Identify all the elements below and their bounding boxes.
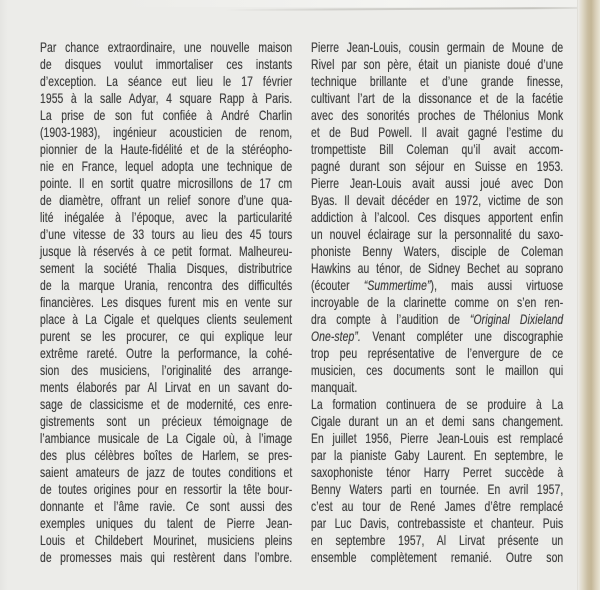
text-line [311, 90, 563, 107]
text-line [311, 124, 563, 141]
body-text: exemples uniques du talent de Pierre Jean- [40, 515, 293, 531]
body-text: Hawkins au ténor, de Sidney Bechet au soprano [311, 260, 564, 276]
body-text: La formation continuera de se produire à La [311, 396, 564, 412]
text-line [40, 226, 292, 243]
text-line [40, 90, 292, 107]
body-text: d’exception. La séance eut lieu le 17 février [40, 73, 293, 89]
italic-title-text: “Original Dixieland [469, 311, 564, 327]
text-line [40, 481, 292, 498]
body-text: lité inégalée à l’époque, avec la particularité [40, 209, 293, 225]
text-line [40, 192, 292, 209]
text-line [40, 532, 292, 549]
text-line [40, 396, 292, 413]
body-text: jusque là réservés à ce petit format. Malheureu- [40, 243, 293, 259]
body-text: Benny Waters parti en tournée. En avril 1957, [311, 481, 564, 497]
body-text: en septembre 1957, Al Lirvat présente un [311, 532, 564, 548]
text-line [311, 192, 563, 209]
text-column-left [40, 39, 292, 566]
italic-title-text: “Summertime” [363, 277, 431, 293]
text-line [40, 141, 292, 158]
text-line [311, 209, 563, 226]
text-line [311, 73, 563, 90]
text-line [40, 447, 292, 464]
page-top-edge-shadow [225, 7, 587, 11]
body-text: pionnier de la Haute-fidélité et de la stéréopho- [40, 141, 293, 157]
text-line [311, 56, 563, 73]
text-line [40, 56, 292, 73]
text-line [311, 498, 563, 515]
body-text: par la pianiste Gaby Laurent. En septembre, le [311, 447, 564, 463]
body-text: (écouter [311, 277, 364, 293]
body-text: manquait. [311, 379, 358, 395]
body-text: de promesses mais qui restèrent dans l’ombre. [40, 549, 293, 565]
body-text: gistrements sont un précieux témoignage de [40, 413, 293, 429]
body-text: Pierre Jean-Louis, cousin germain de Moune de [311, 39, 564, 55]
text-line [40, 464, 292, 481]
body-text: La prise de son fut confiée à André Charlin [40, 107, 293, 123]
body-text: Pierre Jean-Louis avait aussi joué avec Don [311, 175, 564, 191]
text-line [311, 226, 563, 243]
body-text: donnante et l’âme ravie. Ce sont aussi des [40, 498, 293, 514]
text-line [311, 277, 563, 294]
body-text: de toutes origines pour en ressortir la tête bour- [40, 481, 293, 497]
text-line [40, 345, 292, 362]
body-text: place à La Cigale et quelques clients seulement [40, 311, 293, 327]
text-line [40, 277, 292, 294]
body-text: pagné durant son séjour en Suisse en 1953. [311, 158, 564, 174]
text-line [40, 124, 292, 141]
text-line [311, 328, 563, 345]
text-line [311, 243, 563, 260]
text-column-right [311, 39, 563, 566]
body-text: d’une vitesse de 33 tours au lieu des 45 tours [40, 226, 293, 242]
text-line [311, 481, 563, 498]
body-text: Rivel par son père, était un pianiste doué d’une [311, 56, 564, 72]
text-line [311, 294, 563, 311]
body-text: extrême rareté. Outre la performance, la cohé- [40, 345, 293, 361]
body-text: ), mais aussi virtuose [430, 277, 564, 293]
text-line [311, 260, 563, 277]
text-line [40, 39, 292, 56]
text-line [40, 209, 292, 226]
body-text: trompettiste Bill Coleman qu’il avait accom- [311, 141, 564, 157]
text-line [40, 311, 292, 328]
body-text: de disques voulut immortaliser ces instants [40, 56, 293, 72]
body-text: des plus célèbres boîtes de Harlem, se pres- [40, 447, 293, 463]
body-text: avec des sonorités proches de Thélonius Monk [311, 107, 564, 123]
body-text: et de Bud Powell. Il avait gagné l’estime du [311, 124, 564, 140]
text-line [311, 345, 563, 362]
text-line [311, 158, 563, 175]
text-line [40, 73, 292, 90]
text-line [40, 158, 292, 175]
body-text: phoniste Benny Waters, disciple de Coleman [311, 243, 564, 259]
body-text: Cigale durant un an et demi sans changement. [311, 413, 564, 429]
body-text: cultivant l’art de la dissonance et de la facétie [311, 90, 564, 106]
body-text: En juillet 1956, Pierre Jean-Louis est remplacé [311, 430, 564, 446]
body-text: l’ambiance musicale de La Cigale où, à l’image [40, 430, 293, 446]
text-line [311, 362, 563, 379]
body-text: musicien, ces documents sont le maillon qui [311, 362, 564, 378]
body-text: trop peu représentative de l’envergure de ce [311, 345, 564, 361]
body-text: saient amateurs de jazz de toutes conditions et [40, 464, 293, 480]
body-text: dra compte à l’audition de [311, 311, 470, 327]
body-text: nie en France, lequel adopta une technique de [40, 158, 293, 174]
page-left-margin-shade [0, 0, 8, 590]
body-text: un nouvel éclairage sur la personnalité du saxo- [311, 226, 564, 242]
body-text: Par chance extraordinaire, une nouvelle maison [40, 39, 293, 55]
text-line [311, 430, 563, 447]
body-text: ments élaborés par Al Lirvat en un savant do- [40, 379, 293, 395]
text-line [40, 243, 292, 260]
text-line [311, 532, 563, 549]
body-text: purent se les procurer, ce qui explique leur [40, 328, 293, 344]
body-text: Byas. Il devait décéder en 1972, victime de son [311, 192, 564, 208]
body-text: Louis et Childebert Mourinet, musiciens pleins [40, 532, 293, 548]
text-line [40, 328, 292, 345]
text-line [40, 549, 292, 566]
body-text: addiction à l’alcool. Ces disques apportent enfin [311, 209, 564, 225]
body-text: de diamètre, offrant un relief sonore d’une qua- [40, 192, 293, 208]
text-line [311, 39, 563, 56]
body-text: c’est au tour de René James d’être remplacé [311, 498, 564, 514]
text-line [311, 107, 563, 124]
body-text: pointe. Il en sortit quatre microsillons de 17 cm [40, 175, 293, 191]
text-line [311, 515, 563, 532]
text-line [311, 396, 563, 413]
body-text: sion des musiciens, l’originalité des arrange- [40, 362, 293, 378]
text-line [40, 294, 292, 311]
body-text: sage de classicisme et de modernité, ces enre- [40, 396, 293, 412]
text-line [40, 379, 292, 396]
body-text: Venant compléter une discographie [360, 328, 564, 344]
text-line [40, 498, 292, 515]
text-line [311, 141, 563, 158]
text-line [311, 311, 563, 328]
body-text: technique brillante et d’une grande finesse, [311, 73, 564, 89]
body-text: (1903-1983), ingénieur acousticien de renom, [40, 124, 293, 140]
body-text: financières. Les disques furent mis en vente sur [40, 294, 293, 310]
body-text: saxophoniste ténor Harry Perret succède à [311, 464, 564, 480]
text-line [40, 107, 292, 124]
body-text: par Luc Davis, contrebassiste et chanteur. Puis [311, 515, 564, 531]
body-text: de la marque Urania, rencontra des difficultés [40, 277, 293, 293]
text-line [40, 515, 292, 532]
text-line [40, 260, 292, 277]
text-line [311, 447, 563, 464]
body-text: incroyable de la clarinette comme on s’en ren- [311, 294, 564, 310]
body-text: ensemble complètement remanié. Outre son [311, 549, 564, 565]
text-line [311, 379, 563, 396]
text-line [40, 175, 292, 192]
text-line [40, 362, 292, 379]
text-line [40, 430, 292, 447]
text-line [311, 464, 563, 481]
text-line [311, 413, 563, 430]
text-line [311, 549, 563, 566]
text-line [311, 175, 563, 192]
body-text: sement la société Thalia Disques, distributrice [40, 260, 293, 276]
italic-title-text: One-step”. [311, 328, 361, 344]
page-right-edge [577, 0, 600, 590]
body-text: 1955 à la salle Adyar, 4 square Rapp à Paris. [40, 90, 293, 106]
page-top-sheen [120, 0, 582, 7]
text-line [40, 413, 292, 430]
